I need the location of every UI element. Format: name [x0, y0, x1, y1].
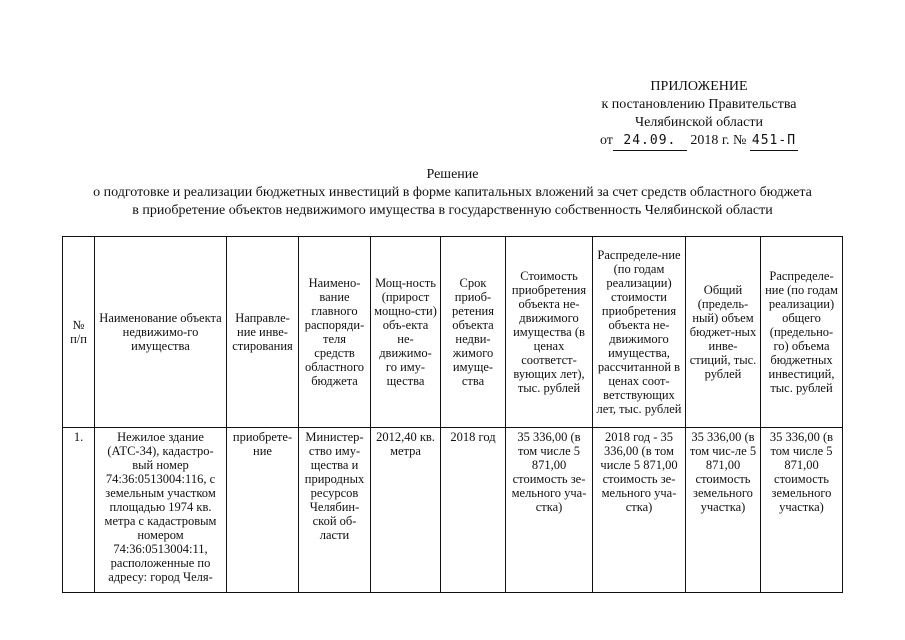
investment-volume-by-year: 35 336,00 (в том числе 5 871,00 стоимость земельного участка)	[761, 428, 843, 593]
header-cell: Общий (предель-ный) объем бюджет-ных инве-стиций, тыс. рублей	[686, 237, 761, 428]
header-cell: № п/п	[63, 237, 95, 428]
date-value: 24.09.	[613, 132, 687, 151]
header-cell: Распределе-ние (по годам реализации) стоимости приобретения объекта не-движимого имущества, рассчитанной в ценах соот-ветствующих лет, тыс. рублей	[593, 237, 686, 428]
row-number: 1.	[63, 428, 95, 593]
total-investment-volume: 35 336,00 (в том чис-ле 5 871,00 стоимость земельного участка)	[686, 428, 761, 593]
resolution-number: 451-П	[750, 132, 798, 151]
year-text: 2018 г. №	[690, 133, 747, 148]
object-capacity: 2012,40 кв. метра	[371, 428, 441, 593]
budget-manager: Министер-ство иму-щества и природных ресурсов Челябин-ской об-ласти	[299, 428, 371, 593]
header-cell: Наимено-вание главного распоряди-теля средств областного бюджета	[299, 237, 371, 428]
appendix-line-1: к постановлению Правительства	[601, 97, 797, 112]
acquisition-term: 2018 год	[441, 428, 506, 593]
appendix-block	[579, 78, 819, 151]
decision-line-2: в приобретение объектов недвижимого имущества в государственную собственность Челябинской области	[132, 203, 773, 218]
investment-direction: приобрете-ние	[227, 428, 299, 593]
appendix-title: ПРИЛОЖЕНИЕ	[650, 79, 748, 94]
cost-by-year: 2018 год - 35 336,00 (в том числе 5 871,00 стоимость зе-мельного уча-стка)	[593, 428, 686, 593]
table-header-row	[63, 237, 843, 428]
investment-table	[62, 236, 843, 593]
decision-title-block	[0, 166, 905, 220]
appendix-line-2: Челябинской области	[635, 115, 763, 130]
decision-heading: Решение	[426, 167, 479, 182]
header-cell: Срок приоб-ретения объекта недви-жимого имуще-ства	[441, 237, 506, 428]
header-cell: Наименование объекта недвижимо-го имущества	[95, 237, 227, 428]
date-prefix: от	[599, 133, 613, 148]
header-cell: Распределе-ние (по годам реализации) общего (предельно-го) объема бюджетных инвестиций, тыс. рублей	[761, 237, 843, 428]
table-row	[63, 428, 843, 593]
decision-line-1: о подготовке и реализации бюджетных инвестиций в форме капитальных вложений за счет средств областного бюджета	[93, 185, 812, 200]
header-cell: Направле-ние инве-стирования	[227, 237, 299, 428]
header-cell: Стоимость приобретения объекта не-движимого имущества (в ценах соответст-вующих лет), тыс. рублей	[506, 237, 593, 428]
acquisition-cost: 35 336,00 (в том числе 5 871,00 стоимость зе-мельного уча-стка)	[506, 428, 593, 593]
header-cell: Мощ-ность (прирост мощно-сти) объ-екта не-движимо-го иму-щества	[371, 237, 441, 428]
appendix-date-line	[579, 132, 819, 151]
object-name: Нежилое здание (АТС-34), кадастро-вый номер 74:36:0513004:116, с земельным участком площадью 1974 кв. метра с кадастровым номером 74:36:0513004:11, расположенные по адресу: город Челя-	[95, 428, 227, 593]
